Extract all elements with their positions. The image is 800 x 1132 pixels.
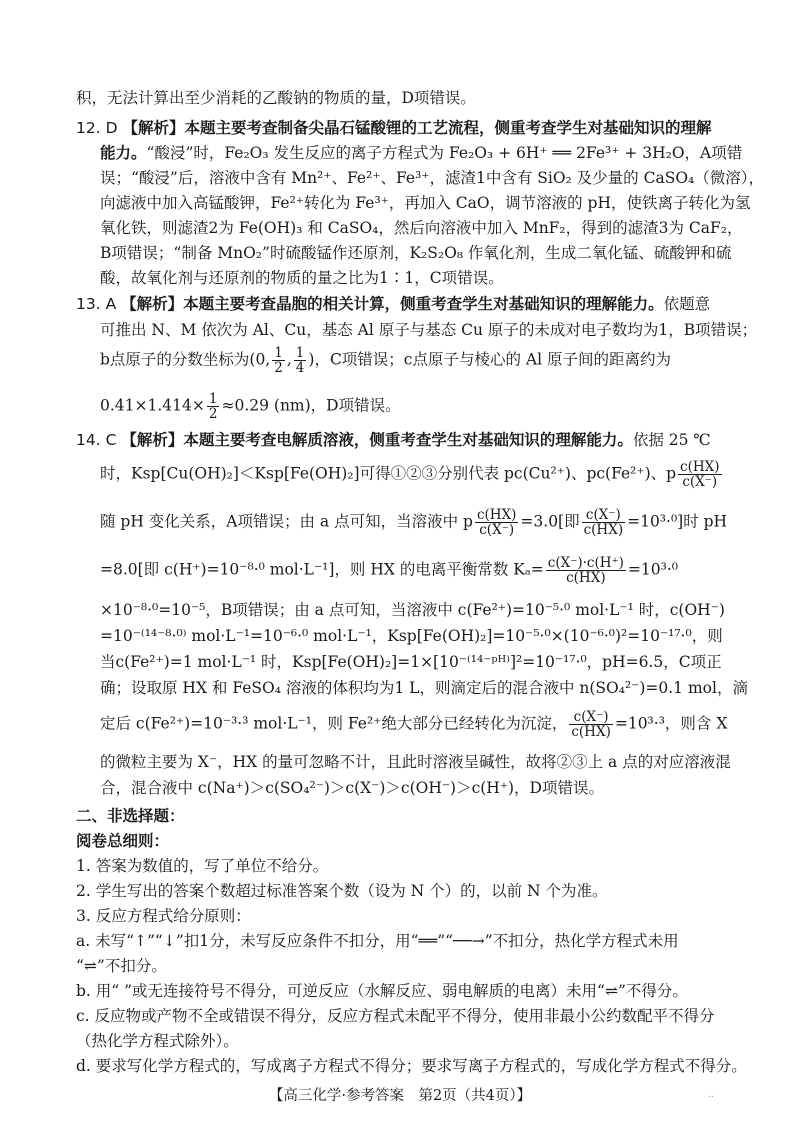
q13-line-2: 可推出 N、M 依次为 Al、Cu，基态 Al 原子与基态 Cu 原子的未成对电子数均为1，B项错误； bbox=[100, 321, 758, 339]
q14-text-3b: =3.0[即 bbox=[520, 512, 580, 531]
q12-line-1 bbox=[76, 118, 726, 138]
fraction-one-quarter bbox=[294, 346, 307, 375]
q14-line-4 bbox=[100, 556, 726, 585]
q12-line-4: 向滤液中加入高锰酸钾，Fe²⁺转化为 Fe³⁺，再加入 CaO，调节溶液的 pH，使铁离子转化为氢 bbox=[100, 194, 751, 212]
rule-3b: b. 用“ ”或无连接符号不得分，可逆反应（水解反应、弱电解质的电离）未用“⇌”不得分。 bbox=[76, 982, 688, 1000]
q14-line-6: =10⁻⁽¹⁴⁻⁸·⁰⁾ mol·L⁻¹=10⁻⁶·⁰ mol·L⁻¹，Ksp[Fe(OH)₂]=10⁻⁵·⁰×(10⁻⁶·⁰)²=10⁻¹⁷·⁰，则 bbox=[100, 627, 723, 645]
q14-line-7: 当c(Fe²⁺)=1 mol·L⁻¹ 时，Ksp[Fe(OH)₂]=1×[10⁻⁽¹⁴⁻ᵖᴴ⁾]²=10⁻¹⁷·⁰，pH=6.5，C项正 bbox=[100, 653, 722, 671]
rule-2: 2. 学生写出的答案个数超过标准答案个数（设为 N 个）的，以前 N 个为准。 bbox=[76, 882, 608, 900]
q14-text-4a: =8.0[即 c(H⁺)=10⁻⁸·⁰ mol·L⁻¹]，则 HX 的电离平衡常数 Kₐ= bbox=[100, 560, 544, 579]
q12-line-6: B项错误；“制备 MnO₂”时硫酸锰作还原剂，K₂S₂O₈ 作氧化剂，生成二氧化锰、硫酸钾和硫 bbox=[100, 244, 732, 262]
q14-number: 14. C bbox=[76, 431, 117, 449]
q13-distance-text: 0.41×1.414× bbox=[100, 396, 205, 415]
q14-text-9a: 定后 c(Fe²⁺)=10⁻³·³ mol·L⁻¹，则 Fe²⁺绝大部分已经转化为沉淀， bbox=[100, 714, 568, 733]
q14-text-4b: =10³·⁰ bbox=[627, 560, 678, 579]
fraction-x-over-hx-b bbox=[569, 710, 612, 739]
fraction-denominator: c(HX) bbox=[571, 724, 611, 740]
fraction-ka bbox=[546, 556, 626, 585]
rule-3a-line-2: “⇌”不扣分。 bbox=[76, 957, 167, 975]
q14-text-1: 依据 25 ℃ bbox=[632, 431, 711, 449]
fraction-numerator: c(X⁻) bbox=[582, 508, 625, 523]
q13-line-1 bbox=[76, 294, 726, 314]
rule-3: 3. 反应方程式给分原则： bbox=[76, 907, 251, 925]
rule-3d: d. 要求写化学方程式的，写成离子方程式不得分；要求写离子方程式的，写成化学方程式不得分。 bbox=[76, 1057, 747, 1075]
q14-line-5: ×10⁻⁸·⁰=10⁻⁵，B项错误；由 a 点可知，当溶液中 c(Fe²⁺)=10⁻⁵·⁰ mol·L⁻¹ 时，c(OH⁻) bbox=[100, 601, 725, 619]
corner-mark: .. bbox=[708, 1090, 714, 1100]
rule-3c-line-1: c. 反应物或产物不全或错误不得分，反应方程式未配平不得分，使用非最小公约数配平不得分 bbox=[76, 1007, 715, 1025]
q13-coord-text: b点原子的分数坐标为(0, bbox=[100, 350, 271, 369]
q14-text-3a: 随 pH 变化关系，A项错误；由 a 点可知，当溶液中 p bbox=[100, 512, 473, 531]
q14-line-10: 的微粒主要为 X⁻，HX 的量可忽略不计，且此时溶液呈碱性，故将②③上 a 点的对应溶液混 bbox=[100, 753, 731, 771]
q13-coord-tail: )，C项错误；c点原子与棱心的 Al 原子间的距离约为 bbox=[308, 350, 671, 369]
grading-rules-title: 阅卷总细则： bbox=[76, 831, 170, 850]
rule-1: 1. 答案为数值的，写了单位不给分。 bbox=[76, 857, 329, 875]
q14-text-9b: =10³·³，则含 X bbox=[614, 714, 728, 733]
q12-line-5: 氧化铁，则滤渣2为 Fe(OH)₃ 和 CaSO₄，然后向溶液中加入 MnF₂，得到的滤渣3为 CaF₂， bbox=[100, 219, 743, 237]
fraction-one-half bbox=[272, 346, 285, 375]
q13-distance-tail: ≈0.29 (nm)，D项错误。 bbox=[221, 396, 401, 415]
fraction-denominator: 2 bbox=[274, 360, 283, 376]
q13-line-4 bbox=[100, 392, 726, 421]
line-q11-end: 积，无法计算出至少消耗的乙酸钠的物质的量，D项错误。 bbox=[76, 89, 476, 107]
q12-ability-word: 能力。 bbox=[100, 143, 147, 162]
q13-analysis-title: 【解析】本题主要考查晶胞的相关计算，侧重考查学生对基础知识的理解能力。 bbox=[121, 294, 664, 313]
q14-line-9 bbox=[100, 710, 726, 739]
fraction-numerator: c(HX) bbox=[476, 507, 517, 523]
q12-line-3: 误；“酸浸”后，溶液中含有 Mn²⁺、Fe²⁺、Fe³⁺，滤渣1中含有 SiO₂ 及少量的 CaSO₄（微溶）， bbox=[100, 169, 765, 187]
fraction-denominator: c(X⁻) bbox=[682, 474, 718, 490]
q14-analysis-title: 【解析】本题主要考查电解质溶液，侧重考查学生对基础知识的理解能力。 bbox=[121, 430, 633, 449]
section-2-heading: 二、非选择题： bbox=[76, 806, 185, 825]
fraction-numerator: 1 bbox=[274, 345, 283, 361]
q12-line-7: 酸，故氧化剂与还原剂的物质的量之比为1∶1，C项错误。 bbox=[100, 269, 504, 287]
fraction-denominator: c(HX) bbox=[566, 570, 606, 586]
q12-number: 12. D bbox=[76, 119, 118, 137]
fraction-denominator: c(X⁻) bbox=[479, 522, 515, 538]
rule-3c-line-2: （热化学方程式除外）。 bbox=[76, 1032, 239, 1050]
rule-3a-line-1: a. 未写“↑”“↓”扣1分，未写反应条件不扣分，用“══”“──→”不扣分，热化学方程式未用 bbox=[76, 932, 679, 950]
q14-line-1 bbox=[76, 430, 726, 450]
q13-text-1: 依题意 bbox=[663, 295, 711, 313]
q13-number: 13. A bbox=[76, 295, 117, 313]
fraction-numerator: c(X⁻) bbox=[569, 710, 612, 725]
q14-line-2 bbox=[100, 460, 726, 489]
fraction-one-half-b bbox=[207, 392, 220, 421]
fraction-x-over-hx bbox=[582, 508, 625, 537]
q14-line-11: 合，混合液中 c(Na⁺)＞c(SO₄²⁻)＞c(X⁻)＞c(OH⁻)＞c(H⁺)，D项错误。 bbox=[100, 779, 604, 797]
q12-analysis-title: 【解析】本题主要考查制备尖晶石锰酸锂的工艺流程，侧重考查学生对基础知识的理解 bbox=[122, 118, 712, 137]
q13-line-3: b点原子的分数坐标为(0, $\frac{1}{2}$ , $\frac{1}{4}$ )，C项错误；c点原子与棱心的 Al 原子间的距离约为 bbox=[100, 345, 671, 376]
fraction-denominator: c(HX) bbox=[583, 522, 624, 538]
fraction-hx-over-x bbox=[678, 460, 721, 489]
fraction-numerator: c(X⁻)·c(H⁺) bbox=[547, 555, 624, 571]
q14-line-3 bbox=[100, 508, 726, 537]
fraction-hx-over-x-b bbox=[475, 508, 518, 537]
q14-line-8: 确；设取原 HX 和 FeSO₄ 溶液的体积均为1 L，则滴定后的混合液中 n(SO₄²⁻)=0.1 mol，滴 bbox=[100, 679, 748, 697]
q14-text-2: 时，Ksp[Cu(OH)₂]＜Ksp[Fe(OH)₂]可得①②③分别代表 pc(Cu²⁺)、pc(Fe²⁺)、p bbox=[100, 464, 677, 483]
q12-text-2: “酸浸”时，Fe₂O₃ 发生反应的离子方程式为 Fe₂O₃ + 6H⁺ ══ 2Fe³⁺ + 3H₂O，A项错 bbox=[146, 144, 743, 162]
fraction-numerator: 1 bbox=[295, 345, 305, 361]
fraction-denominator: 2 bbox=[208, 406, 218, 422]
page-footer: 【高三化学·参考答案 第2页（共4页）】 bbox=[268, 1088, 532, 1104]
fraction-numerator: 1 bbox=[208, 391, 218, 407]
fraction-denominator: 4 bbox=[295, 360, 305, 376]
q12-line-2 bbox=[100, 143, 743, 163]
q14-text-3c: =10³·⁰]时 pH bbox=[627, 512, 728, 531]
fraction-numerator: c(HX) bbox=[680, 459, 720, 475]
